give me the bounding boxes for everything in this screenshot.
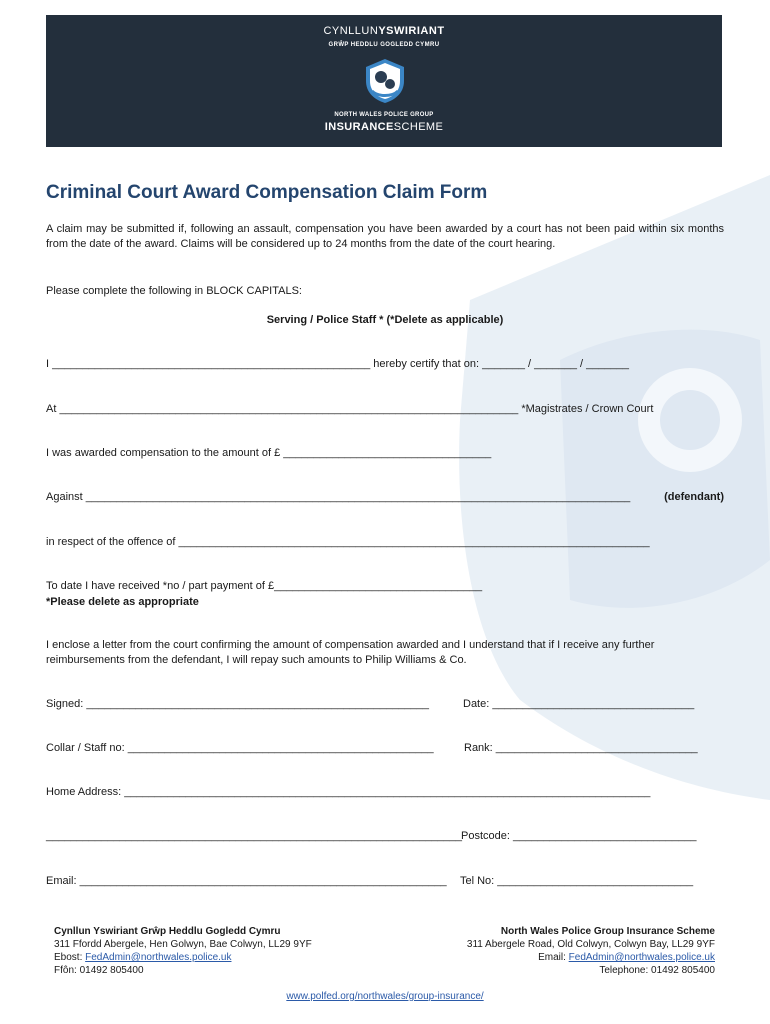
signature-row [46, 698, 724, 710]
court-location-field[interactable]: At ___________________________________________________________________________ *Magistrates / Crown Court [46, 403, 654, 415]
email-field[interactable]: Email: ____________________________________________________________ [46, 875, 447, 887]
footer-english-heading: North Wales Police Group Insurance Scheme [500, 926, 715, 937]
home-address-field[interactable]: Home Address: ______________________________________________________________________________________ [46, 786, 651, 798]
tel-no-field[interactable]: Tel No: ________________________________ [460, 875, 694, 887]
footer-english-email-link[interactable]: FedAdmin@northwales.police.uk [568, 952, 715, 963]
intro-paragraph: A claim may be submitted if, following an assault, compensation you have been awarded by a court has not been paid within six months from the date of the award. Claims will be considered up to 24 months from the date of the court hearing. [46, 223, 724, 250]
payment-received-field[interactable]: To date I have received *no / part payment of £__________________________________ [46, 580, 483, 592]
website-line [0, 991, 770, 1002]
compensation-amount-field[interactable]: I was awarded compensation to the amount of £ __________________________________ [46, 447, 492, 459]
delete-note: *Please delete as appropriate [46, 596, 199, 608]
banner-welsh-light: CYNLLUN [323, 25, 379, 37]
rank-field[interactable]: Rank: _________________________________ [464, 742, 698, 754]
email-tel-row [46, 875, 724, 887]
footer-welsh-heading: Cynllun Yswiriant Grŵp Heddlu Gogledd Cymru [54, 926, 281, 937]
footer-welsh-phone: Ffôn: 01492 805400 [54, 965, 144, 976]
certify-field[interactable]: I ____________________________________________________ hereby certify that on: _______ / _______ / _______ [46, 358, 629, 370]
banner-welsh-bold: YSWIRIANT [378, 25, 445, 37]
footer-welsh-address: 311 Ffordd Abergele, Hen Golwyn, Bae Colwyn, LL29 9YF [54, 939, 312, 950]
banner-welsh-subtitle: GRŴP HEDDLU GOGLEDD CYMRU [328, 42, 440, 48]
banner-english-light: SCHEME [393, 121, 444, 133]
footer-english-email-line [467, 951, 715, 964]
enclosure-statement: I enclose a letter from the court confirming the amount of compensation awarded and I understand that if I receive any further reimbursements from the defendant, I will repay such amounts to Philip Williams & Co. [46, 639, 655, 666]
address-postcode-row [46, 830, 724, 842]
footer-english-contact [467, 925, 715, 977]
postcode-field[interactable]: Postcode: ______________________________ [461, 830, 697, 842]
block-capitals-instruction: Please complete the following in BLOCK CAPITALS: [46, 285, 302, 297]
website-link[interactable]: www.polfed.org/northwales/group-insurance/ [286, 991, 484, 1002]
collar-rank-row [46, 742, 724, 754]
serving-staff-line: Serving / Police Staff * (*Delete as applicable) [266, 314, 504, 326]
header-banner [46, 15, 722, 147]
defendant-field[interactable] [46, 491, 724, 503]
banner-welsh-title [46, 25, 722, 37]
collar-staff-no-field[interactable]: Collar / Staff no: __________________________________________________ [46, 742, 434, 754]
footer-welsh-email-label: Ebost: [54, 952, 86, 963]
page-title: Criminal Court Award Compensation Claim Form [46, 182, 488, 203]
address-line-2-field[interactable]: ____________________________________________________________________ [46, 830, 463, 842]
footer-welsh-email-link[interactable]: FedAdmin@northwales.police.uk [85, 952, 232, 963]
banner-english-subtitle: NORTH WALES POLICE GROUP [334, 112, 434, 118]
banner-english-title [46, 121, 722, 133]
banner-english-bold: INSURANCE [324, 121, 394, 133]
footer-english-email-label: Email: [538, 952, 569, 963]
footer-english-address: 311 Abergele Road, Old Colwyn, Colwyn Bay, LL29 9YF [466, 939, 715, 950]
footer-welsh-email-line [54, 951, 312, 964]
footer-welsh-contact [54, 925, 312, 977]
defendant-label: (defendant) [664, 491, 724, 503]
offence-field[interactable]: in respect of the offence of _____________________________________________________________________________ [46, 536, 650, 548]
signed-field[interactable]: Signed: ________________________________________________________ [46, 698, 429, 710]
defendant-line[interactable]: Against _________________________________________________________________________________________ [46, 491, 631, 503]
footer-english-phone: Telephone: 01492 805400 [599, 965, 715, 976]
date-field[interactable]: Date: _________________________________ [463, 698, 695, 710]
shield-logo-icon [360, 57, 410, 105]
